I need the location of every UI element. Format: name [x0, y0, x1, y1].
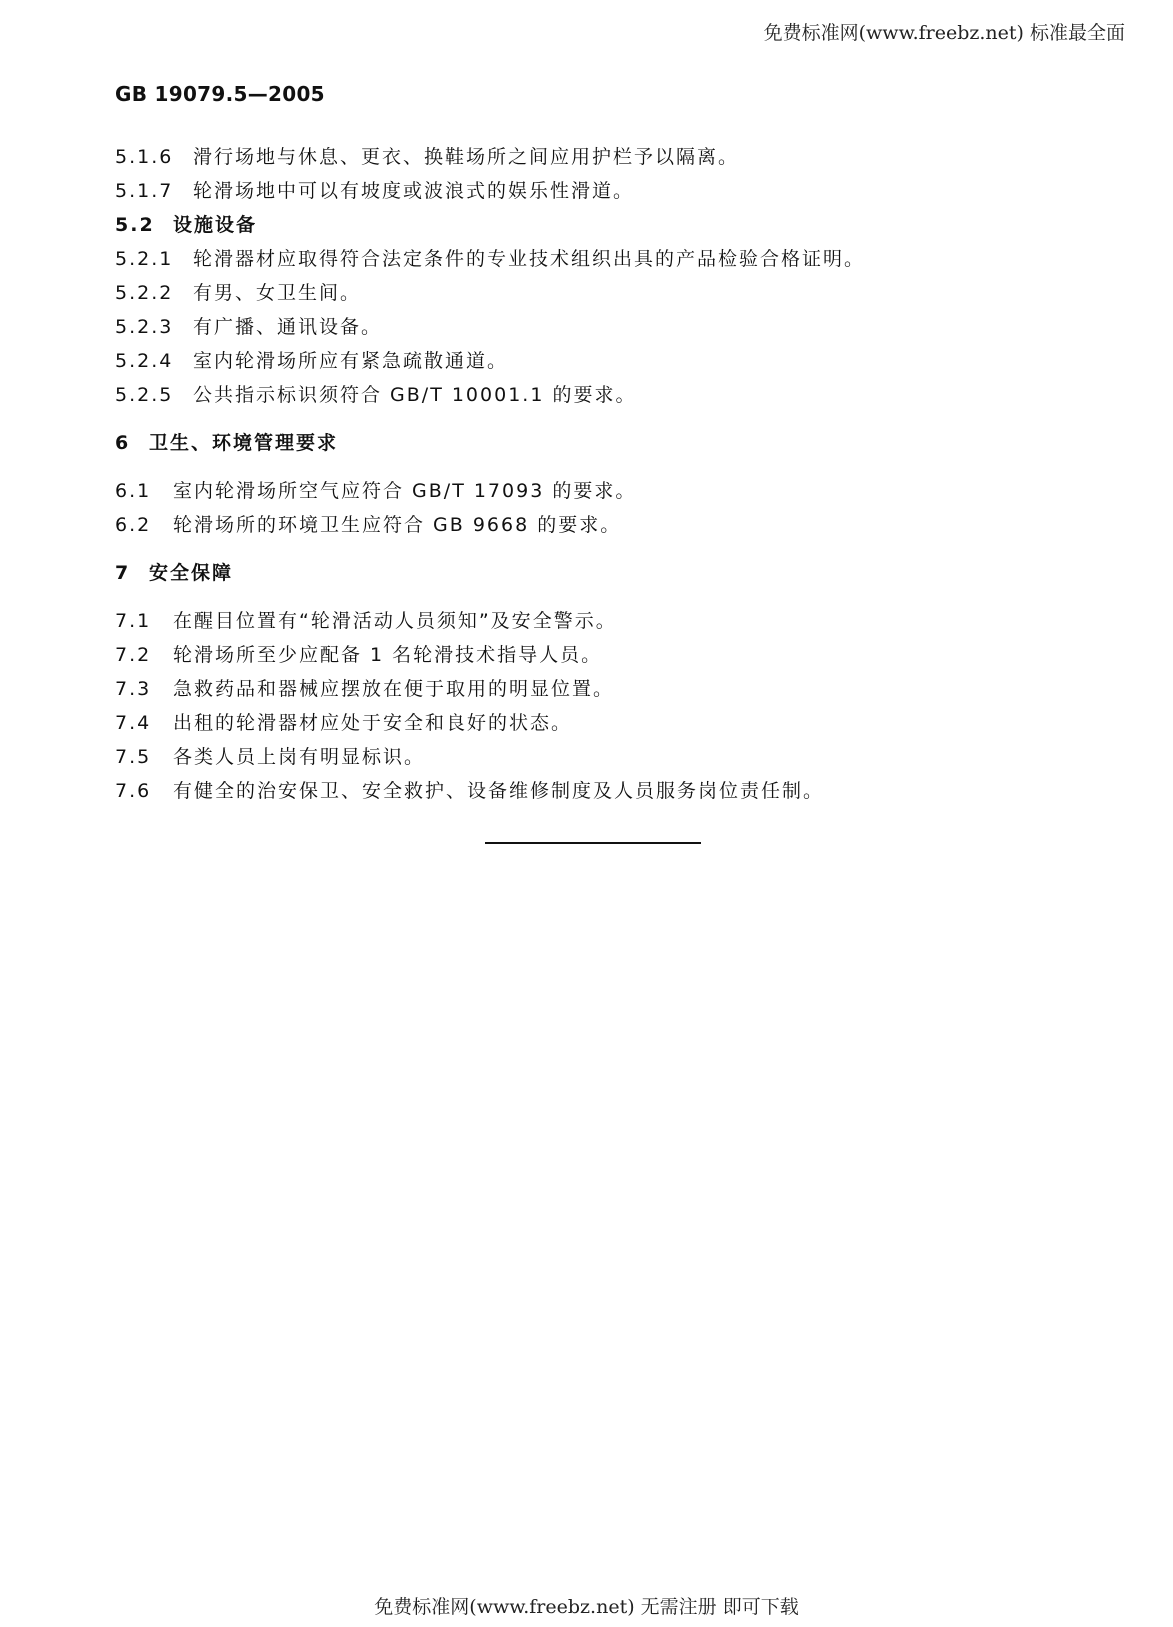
clause-7-6	[115, 774, 1075, 808]
clause-7-1	[115, 604, 1075, 638]
chapter-number: 6	[115, 432, 131, 454]
clause-7-5	[115, 740, 1075, 774]
clause-number: 5.2.4	[115, 350, 174, 372]
chapter-6-heading	[115, 426, 1075, 460]
clause-number: 7.1	[115, 610, 152, 632]
clause-text: 有健全的治安保卫、安全救护、设备维修制度及人员服务岗位责任制。	[173, 780, 825, 802]
clause-5-2-1	[115, 242, 1075, 276]
clause-number: 7.5	[115, 746, 152, 768]
watermark-header: 免费标准网(www.freebz.net) 标准最全面	[763, 22, 1125, 44]
clause-number: 7.3	[115, 678, 152, 700]
chapter-title: 安全保障	[149, 562, 234, 584]
clause-7-3	[115, 672, 1075, 706]
document-body	[115, 140, 1075, 808]
clause-6-2	[115, 508, 1075, 542]
clause-number: 6.1	[115, 480, 152, 502]
clause-number: 5.1.7	[115, 180, 174, 202]
clause-number: 5.1.6	[115, 146, 174, 168]
clause-text: 出租的轮滑器材应处于安全和良好的状态。	[173, 712, 573, 734]
clause-number: 5.2.1	[115, 248, 174, 270]
clause-number: 6.2	[115, 514, 152, 536]
end-of-document-rule	[485, 842, 701, 844]
clause-number: 5.2.2	[115, 282, 174, 304]
clause-number: 7.6	[115, 780, 152, 802]
watermark-footer: 免费标准网(www.freebz.net) 无需注册 即可下载	[374, 1596, 799, 1618]
clause-text: 轮滑器材应取得符合法定条件的专业技术组织出具的产品检验合格证明。	[193, 248, 866, 270]
clause-text: 在醒目位置有“轮滑活动人员须知”及安全警示。	[173, 610, 617, 632]
standard-code: GB 19079.5—2005	[115, 82, 325, 106]
clause-number: 7.2	[115, 644, 152, 666]
clause-5-1-6	[115, 140, 1075, 174]
clause-number: 5.2.5	[115, 384, 174, 406]
clause-text: 室内轮滑场所应有紧急疏散通道。	[193, 350, 509, 372]
clause-text: 轮滑场所的环境卫生应符合 GB 9668 的要求。	[173, 514, 622, 536]
clause-text: 室内轮滑场所空气应符合 GB/T 17093 的要求。	[173, 480, 637, 502]
clause-7-2	[115, 638, 1075, 672]
clause-number: 5.2.3	[115, 316, 174, 338]
clause-text: 各类人员上岗有明显标识。	[173, 746, 426, 768]
clause-text: 有广播、通讯设备。	[193, 316, 383, 338]
clause-5-2-2	[115, 276, 1075, 310]
clause-7-4	[115, 706, 1075, 740]
clause-5-2-4	[115, 344, 1075, 378]
clause-5-1-7	[115, 174, 1075, 208]
clause-text: 滑行场地与休息、更衣、换鞋场所之间应用护栏予以隔离。	[193, 146, 740, 168]
clause-text: 轮滑场地中可以有坡度或波浪式的娱乐性滑道。	[193, 180, 635, 202]
clause-5-2-3	[115, 310, 1075, 344]
clause-text: 急救药品和器械应摆放在便于取用的明显位置。	[173, 678, 615, 700]
section-number: 5.2	[115, 214, 155, 236]
clause-6-1	[115, 474, 1075, 508]
clause-number: 7.4	[115, 712, 152, 734]
chapter-number: 7	[115, 562, 131, 584]
clause-text: 公共指示标识须符合 GB/T 10001.1 的要求。	[193, 384, 637, 406]
clause-text: 有男、女卫生间。	[193, 282, 362, 304]
clause-5-2-5	[115, 378, 1075, 412]
section-title: 设施设备	[173, 214, 258, 236]
chapter-title: 卫生、环境管理要求	[149, 432, 339, 454]
section-5-2-heading	[115, 208, 1075, 242]
chapter-7-heading	[115, 556, 1075, 590]
clause-text: 轮滑场所至少应配备 1 名轮滑技术指导人员。	[173, 644, 603, 666]
